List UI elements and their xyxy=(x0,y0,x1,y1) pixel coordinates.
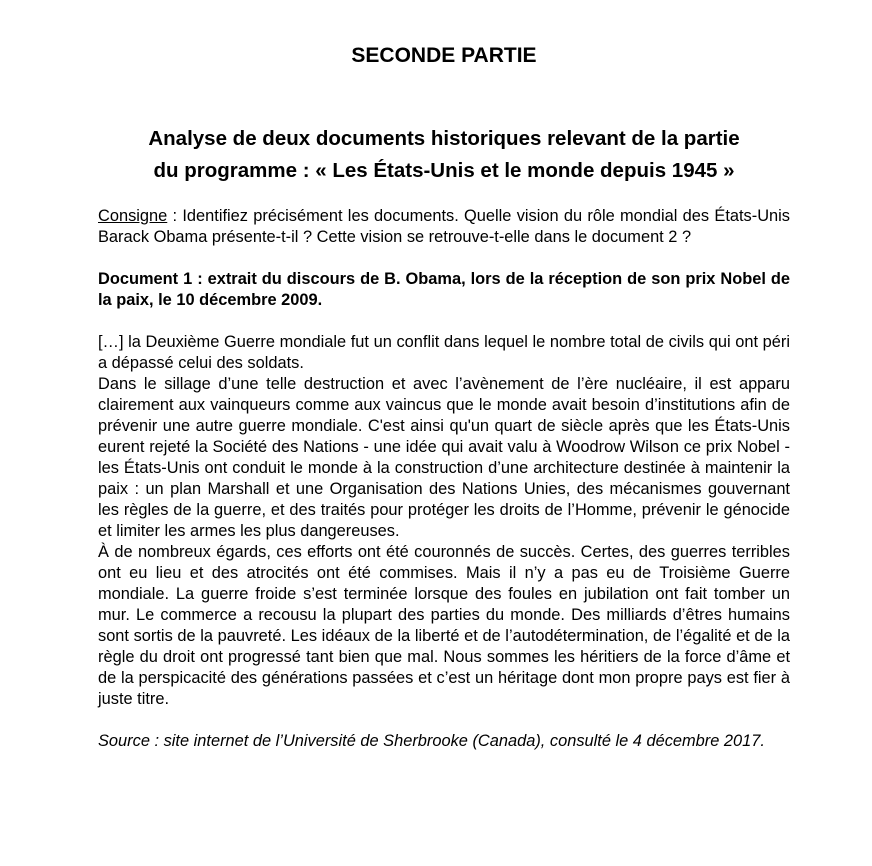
document-1-paragraph-1: […] la Deuxième Guerre mondiale fut un conflit dans lequel le nombre total de civils qui ont péri a dépassé celui des soldats. xyxy=(98,333,790,372)
instructions-text: : Identifiez précisément les documents. Quelle vision du rôle mondial des États-Unis Barack Obama présente-t-il ? Cette vision se retrouve-t-elle dans le document 2 ? xyxy=(98,207,790,246)
instructions xyxy=(98,206,790,248)
document-1-paragraph-2: Dans le sillage d’une telle destruction et avec l’avènement de l’ère nucléaire, il est apparu clairement aux vainqueurs comme aux vaincus que le monde avait besoin d’institutions afin de prévenir une autre guerre mondiale. C'est ainsi qu'un quart de siècle après que les États-Unis eurent rejeté la Société des Nations - une idée qui avait valu à Woodrow Wilson ce prix Nobel - les États-Unis ont conduit le monde à la construction d’une architecture destinée à maintenir la paix : un plan Marshall et une Organisation des Nations Unies, des mécanismes gouvernant les règles de la guerre, et des traités pour protéger les droits de l’Homme, prévenir le génocide et limiter les armes les plus dangereuses. xyxy=(98,375,790,540)
exercise-title-line-2: du programme : « Les États-Unis et le monde depuis 1945 » xyxy=(153,159,735,182)
part-title: SECONDE PARTIE xyxy=(351,44,537,67)
document-1-source: Source : site internet de l’Université de Sherbrooke (Canada), consulté le 4 décembre 2017. xyxy=(98,732,765,750)
exercise-title xyxy=(98,123,790,187)
exercise-title-line-1: Analyse de deux documents historiques relevant de la partie xyxy=(148,127,740,150)
document-1-paragraph-3: À de nombreux égards, ces efforts ont été couronnés de succès. Certes, des guerres terribles ont eu lieu et des atrocités ont été commises. Mais il n’y a pas eu de Troisième Guerre mondiale. La guerre froide s’est terminée lorsque des foules en jubilation ont fait tomber un mur. Le commerce a recousu la plupart des parties du monde. Des milliards d’êtres humains sont sortis de la pauvreté. Les idéaux de la liberté et de l’autodétermination, de l’égalité et de la règle du droit ont progressé tant bien que mal. Nous sommes les héritiers de la force d’âme et de la perspicacité des générations passées et c’est un héritage dont mon propre pays est fier à juste titre. xyxy=(98,543,790,708)
document-page xyxy=(98,40,790,752)
document-1-text xyxy=(98,332,790,710)
instructions-label: Consigne xyxy=(98,207,168,225)
document-1-heading: Document 1 : extrait du discours de B. Obama, lors de la réception de son prix Nobel de la paix, le 10 décembre 2009. xyxy=(98,270,790,309)
